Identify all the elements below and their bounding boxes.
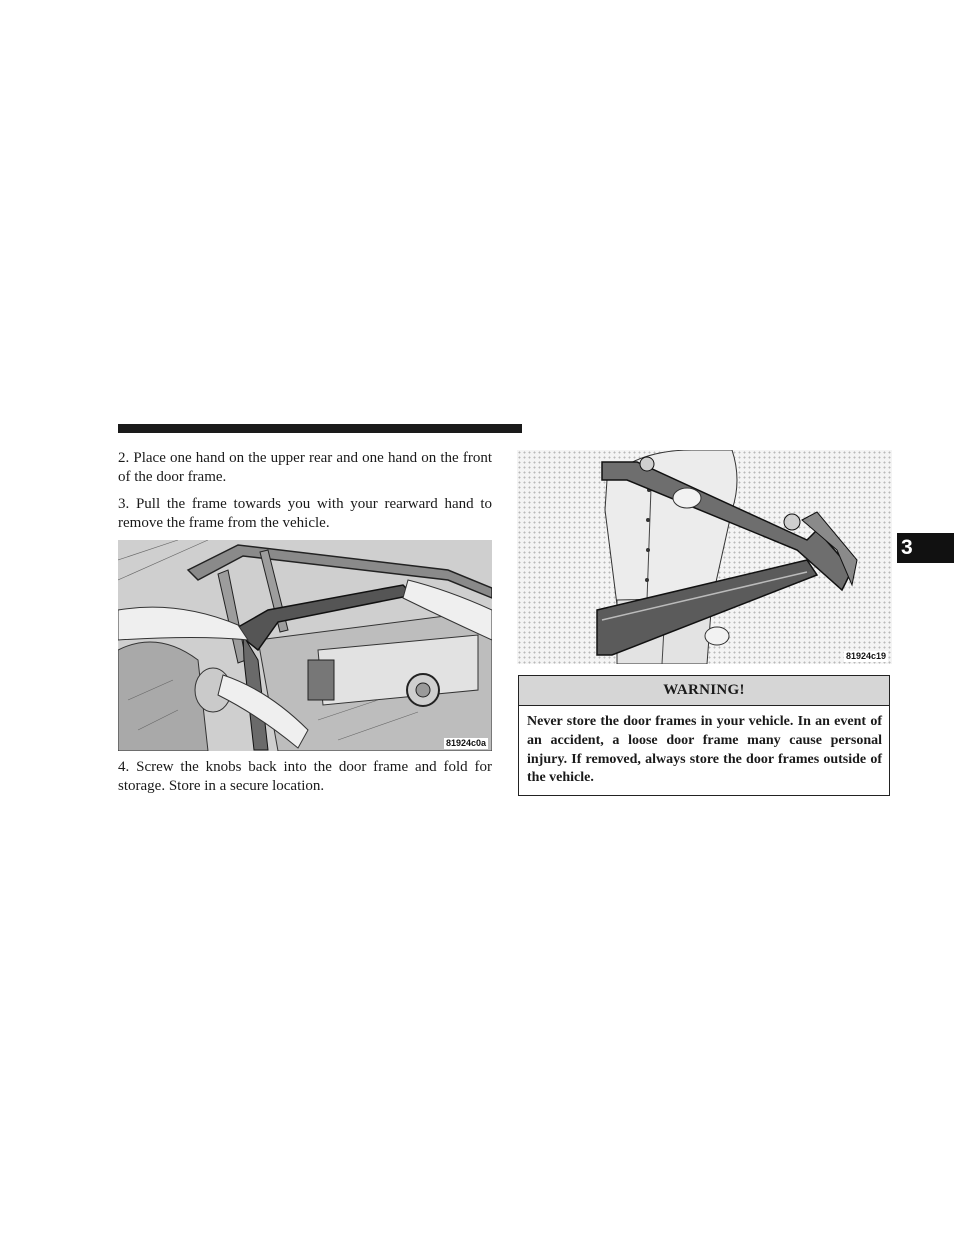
section-divider-bar [118, 424, 522, 433]
step-2-text: 2. Place one hand on the upper rear and one hand on the front of the door frame. [118, 450, 492, 485]
door-frame-removal-drawing [118, 540, 492, 751]
warning-title: WARNING! [519, 676, 889, 706]
step-3-text: 3. Pull the frame towards you with your rearward hand to remove the frame from the vehicle. [118, 496, 492, 531]
folded-door-frames-drawing [517, 450, 892, 664]
figure-1-code: 81924c0a [445, 738, 486, 748]
figure-2-code: 81924c19 [845, 651, 886, 661]
door-frame-removal-illustration [118, 540, 492, 751]
warning-box [518, 675, 890, 796]
warning-text: Never store the door frames in your vehicle. In an event of an accident, a loose door frame many cause personal injury. If removed, always store the door frames outside of the vehicle. [527, 714, 882, 786]
step-4-text: 4. Screw the knobs back into the door frame and fold for storage. Store in a secure location. [118, 759, 492, 794]
folded-door-frames-illustration [517, 450, 892, 664]
chapter-tab: 3 [897, 533, 954, 563]
